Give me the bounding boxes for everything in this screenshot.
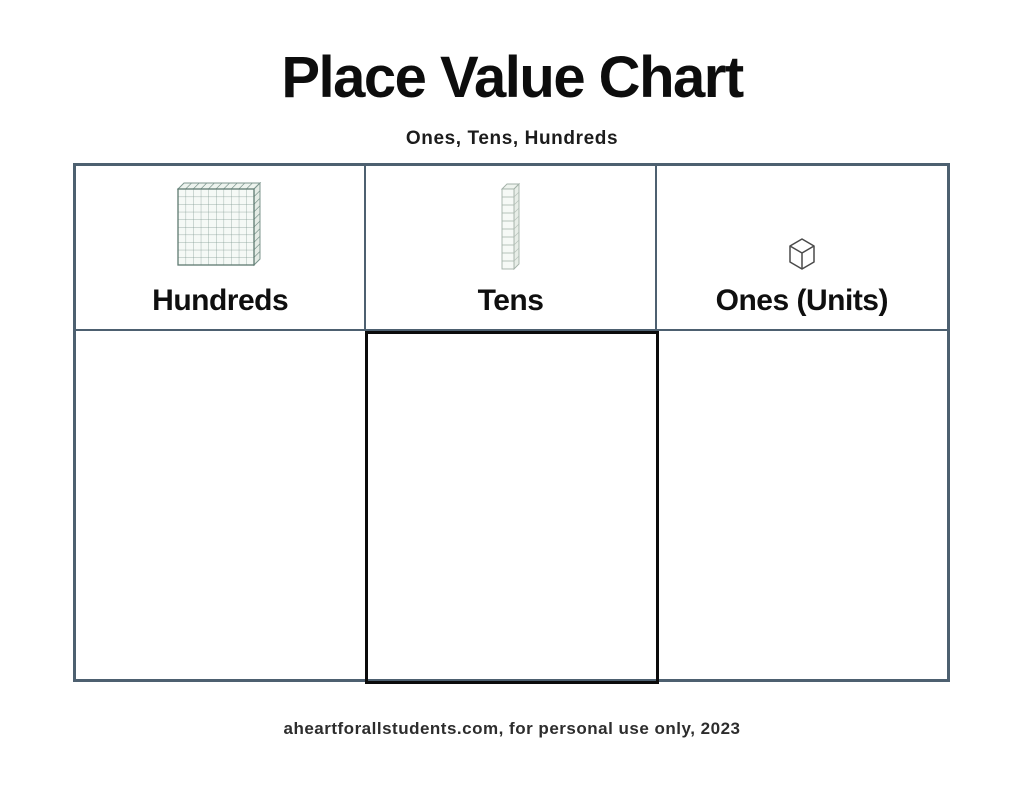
column-header-tens [366, 166, 656, 331]
place-value-table [73, 163, 950, 682]
hundreds-value-cell [76, 331, 366, 679]
column-label-hundreds: Hundreds [152, 284, 289, 317]
page-title: Place Value Chart [281, 45, 743, 110]
hundreds-flat-block-icon [176, 182, 264, 272]
column-label-tens: Tens [477, 284, 544, 317]
column-header-ones [657, 166, 947, 331]
column-label-ones: Ones (Units) [715, 284, 888, 317]
footer-note: aheartforallstudents.com, for personal use only, 2023 [283, 719, 741, 738]
column-header-hundreds [76, 166, 366, 331]
ones-unit-cube-icon [786, 236, 818, 272]
page-subtitle: Ones, Tens, Hundreds [405, 128, 619, 149]
tens-rod-icon [498, 180, 522, 272]
ones-value-cell [657, 331, 947, 679]
tens-cell-highlight-border [365, 331, 659, 684]
